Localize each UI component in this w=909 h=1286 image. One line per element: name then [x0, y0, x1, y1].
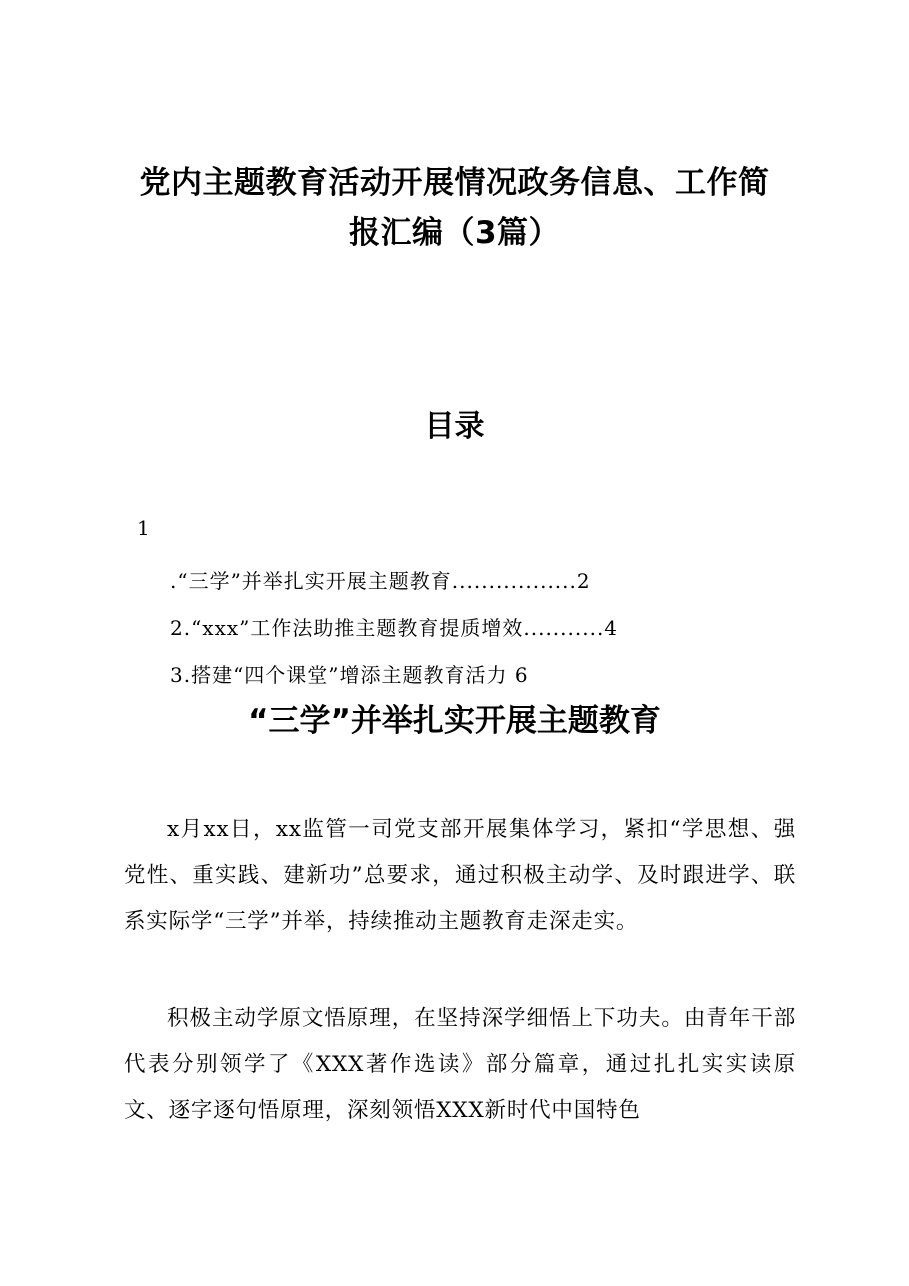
toc-item-1[interactable]: .“三学”并举扎实开展主题教育.................2 — [170, 569, 591, 593]
document-title — [100, 158, 809, 258]
document-title-line-2: 报汇编（3篇） — [348, 215, 561, 251]
toc-heading: 目录 — [424, 409, 485, 444]
toc-item-3[interactable]: 3.搭建“四个课堂”增添主题教育活力 6 — [170, 663, 529, 687]
section-title: “三学”并举扎实开展主题教育 — [248, 703, 661, 739]
toc-leading-number: 1 — [137, 516, 150, 540]
body-paragraph-1: x月xx日，xx监管一司党支部开展集体学习，紧扣“学思想、强党性、重实践、建新功”总要求，通过积极主动学、及时跟进学、联系实际学“三学”并举，持续推动主题教育走深走实。 — [124, 817, 796, 934]
body-paragraph-2: 积极主动学原文悟原理，在坚持深学细悟上下功夫。由青年干部代表分别领学了《XXX著作选读》部分篇章，通过扎扎实实读原文、逐字逐句悟原理，深刻领悟XXX新时代中国特色 — [124, 1006, 796, 1123]
document-title-line-1: 党内主题教育活动开展情况政务信息、工作简 — [139, 165, 770, 201]
toc-item-2[interactable]: 2.“xxx”工作法助推主题教育提质增效...........4 — [170, 616, 619, 640]
table-of-contents — [170, 558, 770, 699]
